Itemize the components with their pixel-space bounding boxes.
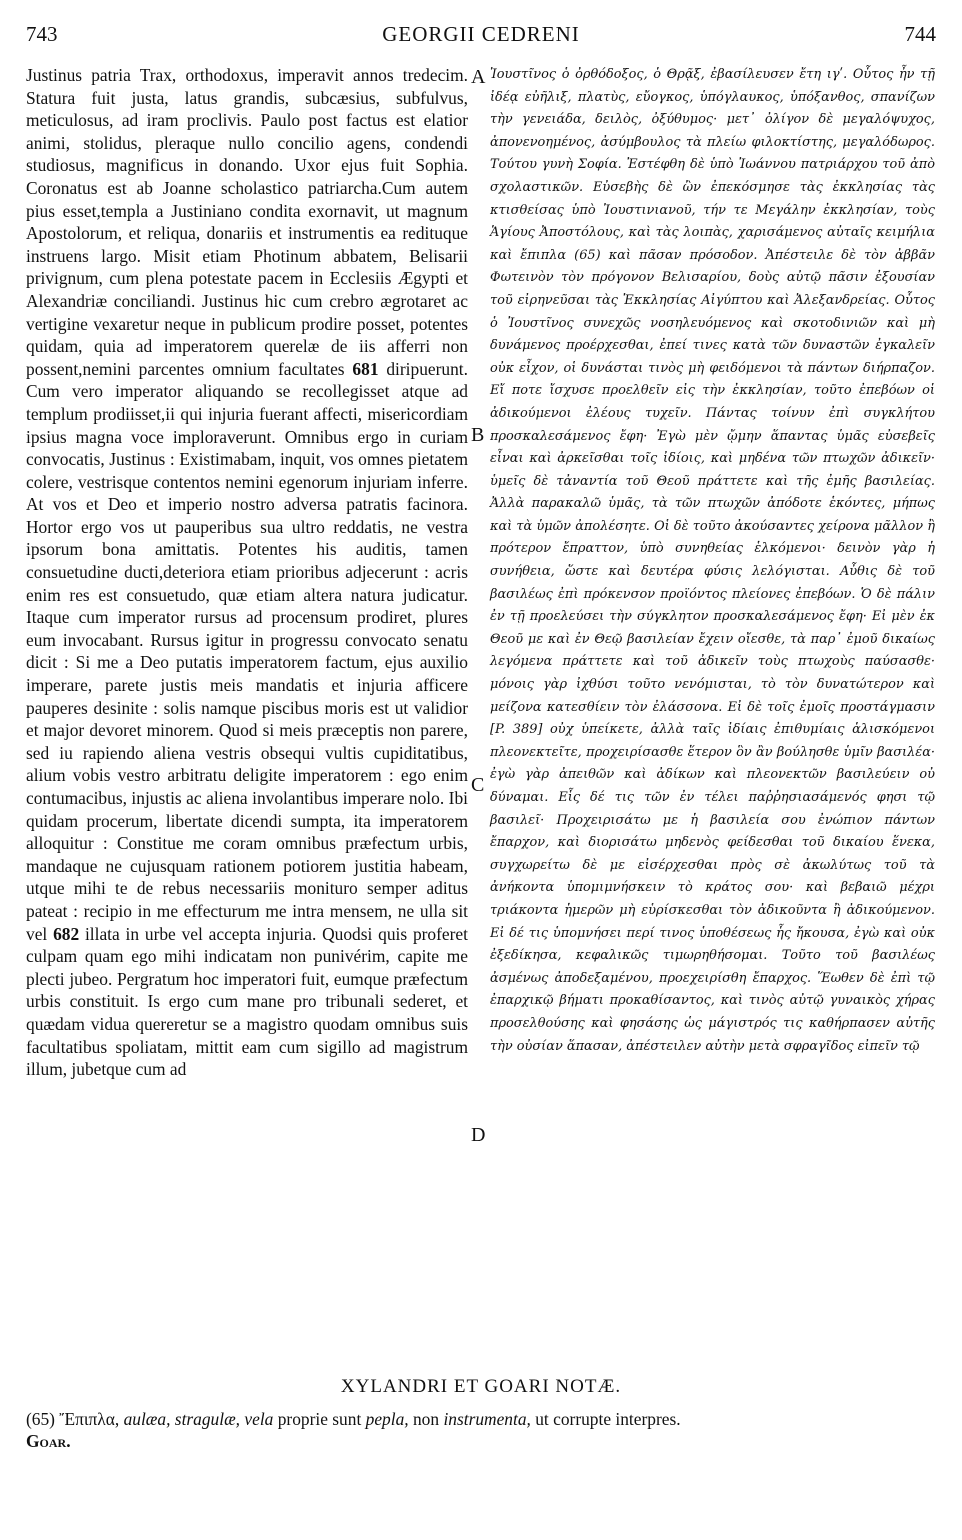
note-text-1: proprie sunt (277, 1409, 362, 1429)
notes-body (26, 1408, 934, 1452)
left-page-number: 743 (26, 22, 58, 46)
latin-column (26, 64, 468, 1081)
notes-title: XYLANDRI ET GOARI NOTÆ. (340, 1376, 622, 1397)
note-word-stragulae: stragulæ, (174, 1409, 241, 1429)
note-text-2: non (412, 1409, 440, 1429)
note-word-aulaea: aulæa, (123, 1409, 171, 1429)
note-text-3: ut corrupte interpres. (535, 1409, 681, 1429)
greek-column (490, 64, 935, 1058)
note-word-vela: vela (244, 1409, 274, 1429)
margin-marker-d: D (471, 1124, 486, 1146)
note-word-pepla: pepla, (365, 1409, 409, 1429)
margin-marker-a: A (471, 66, 486, 88)
running-title: GEORGII CEDRENI (382, 22, 580, 46)
right-page-number: 744 (904, 22, 936, 46)
greek-text: Ἰουστῖνος ὁ ὀρθόδοξος, ὁ Θρᾷξ, ἐβασίλευσεν ἔτη ιγʹ. Οὗτος ἦν τῇ ἰδέᾳ εὐῆλιξ, πλατὺς, εὔογκος, ὑπόγλαυκος, ὑπόξανθος, σπανίζων τὴν γενειάδα, δειλὸς, ὀξύθυμος· μετ᾽ ὀλίγον δὲ μεγαλόψυχος, ἀπονενοημένος, ἀσύμβουλος τὰ πλείω φιλοκτίστης, μεγαλόδωρος. Τούτου γυνὴ Σοφία. Ἐστέφθη δὲ ὑπὸ Ἰωάννου πατριάρχου τοῦ ἀπὸ σχολαστικῶν. Εὐσεβὴς δὲ ὢν ἐπεκόσμησε τὰς ἐκκλησίας τὰς κτισθείσας ὑπὸ Ἰουστινιανοῦ, τήν τε Μεγάλην ἐκκλησίαν, τοὺς Ἁγίους Ἀποστόλους, καὶ τὰς λοιπὰς, χαρισάμενος αὐταῖς κειμήλια καὶ ἔπιπλα (65) καὶ πᾶσαν πρόσοδον. Ἀπέστειλε δὲ τὸν ἀββᾶν Φωτεινὸν τὸν πρόγονον Βελισαρίου, δοὺς αὐτῷ πᾶσιν ἐξουσίαν τοῦ εἰρηνεῦσαι τὰς Ἐκκλησίας Αἰγύπτου καὶ Ἀλεξανδρείας. Οὗτος ὁ Ἰουστῖνος συνεχῶς νοσηλευόμενος καὶ σκοτοδινιῶν καὶ μὴ δυνάμενος προέρχεσθαι, ἐπεί τινες κατὰ τῶν δυναστῶν ἐγκαλεῖν οὐκ εἶχον, οἱ δυνάσται τινὸς μὴ φειδόμενοι τὰ πάντων διήρπαζον. Εἴ ποτε ἴσχυσε προελθεῖν εἰς τὴν ἐκκλησίαν, τοῦτο ἐπεβόων οἱ ἀδικούμενοι ἐλέους τυχεῖν. Πάντας τοίνυν ἐπὶ συγκλήτου προσκαλεσάμενος ἔφη· Ἐγὼ μὲν ᾤμην ἅπαντας ὑμᾶς εὐσεβεῖς εἶναι καὶ ἀρκεῖσθαι τοῖς ἰδίοις, καὶ μηδένα τῶν πτωχῶν ἀδικεῖν· ὑμεῖς δὲ τἀναντία τοῦ Θεοῦ πράττετε καὶ τῆς ἐμῆς βασιλείας. Ἀλλὰ παρακαλῶ ὑμᾶς, τὰ τῶν πτωχῶν ἀπόδοτε ἑκόντες, μήπως καὶ τὰ ὑμῶν ἀπολέσητε. Οἱ δὲ τοῦτο ἀκούσαντες χείρονα μᾶλλον ἢ πρότερον ἔπραττον, ὑπὸ συνηθείας ἑλκόμενοι· δεινὸν γὰρ ἡ συνήθεια, ὥστε καὶ δευτέρα φύσις λελόγισται. Αὖθις δὲ τοῦ βασιλέως ἐπὶ πρόκενσον προϊόντος πλείονες ἐπεβόων. Ὁ δὲ πάλιν ἐν τῇ προελεύσει τὴν σύγκλητον προσκαλεσάμενος ἔφη· Εἰ μὲν ἐκ Θεοῦ με καὶ ἐν Θεῷ βασιλείαν ἔχειν οἴεσθε, τὰ παρ᾽ ἐμοῦ δικαίως λεγόμενα πράττετε καὶ τοῦ ἀδικεῖν τοὺς πτωχοὺς παύσασθε· μόνοις γὰρ ἰχθύσι τοῦτο νενόμισται, τὸ τὸν δυνατώτερον καὶ μείζονα κατεσθίειν τὸν ἐλάσσονα. Εἰ δὲ τοῖς ἐμοῖς προστάγμασιν [P. 389] οὐχ ὑπείκετε, ἀλλὰ ταῖς ἰδίαις ἐπιθυμίαις ἁλισκόμενοι πλεονεκτεῖτε, προχειρίσασθε ἕτερον ὃν ἂν βούλησθε ὑμῖν βασιλέα· ἐγὼ γὰρ ἀπειθῶν καὶ ἀδίκων καὶ πλεονεκτῶν βασιλεύειν οὐ δύναμαι. Εἷς δέ τις τῶν ἐν τέλει παῤῥησιασάμενός φησι τῷ βασιλεῖ· Προχειρισάτω με ἡ βασιλεία σου ἐνώπιον πάντων ἔπαρχον, καὶ διορισάτω μηδενὸς φείδεσθαι τοῦ δικαίου ἕνεκα, συγχωρείτω δὲ με εἰσέρχεσθαι πρὸς σὲ ἀκωλύτως τοῦ τὰ ἀνήκοντα ὑπομιμνήσκειν τὸ κράτος σου· καὶ βεβαιῶ μέχρι τριάκοντα ἡμερῶν μὴ εὑρίσκεσθαι τὸν ἀδικοῦντα ἢ ἀδικούμενον. Εἰ δέ τις ὑπομνήσει περί τινος ὑποθέσεως ἧς ἤκουσα, ἐγὼ καὶ οὐκ ἐξεδίκησα, κεφαλικῶς τιμωρηθήσομαι. Τοῦτο τοῦ βασιλέως ἀσμένως ἀποδεξαμένου, προεχειρίσθη ἔπαρχος. Ἕωθεν δὲ ἐπὶ τῷ ἐπαρχικῷ βήματι προκαθίσαντος, καὶ τινὸς αὐτῷ γυναικὸς χήρας προσελθούσης καὶ φησάσης ὡς μάγιστρός τις καθήρπασεν αὐτῆς τὴν οὐσίαν ἅπασαν, ἀπέστειλεν αὐτὴν μετὰ σφραγῖδος εἰπεῖν τῷ (490, 67, 935, 1054)
note-number: (65) (26, 1409, 55, 1429)
note-word-instrumenta: instrumenta, (443, 1409, 531, 1429)
note-greek-word: Ἔπιπλα, (59, 1409, 120, 1429)
margin-marker-b: B (471, 424, 485, 446)
latin-text-part2: diripuerunt. Cum vero imperator aliquando se recollegisset atque ad templum prodiisset,ii qui injuria fuerant affecti, misericordiam ipsius magna voce imploraverunt. Omnibus ergo in curiam convocatis, Justinus : Existimabam, inquit, vos omnes pietatem colere, vestrisque contentos nemini egenorum injuriam inferre. At vos et Deo et imperio nostro adversa patratis facinora. Hortor ergo vos ut pauperibus sua ultro reddatis, ne vestra ipsorum bona amittatis. Potentes his auditis, tamen consuetudine ducti,deteriora etiam prioribus adjecerunt : acris enim res est consuetudo, quæ etiam altera natura judicatur. Itaque cum imperator rursus ad procensum prodiret, plures eum invocabant. Rursus igitur in progressu convocato senatu dicit : Si me a Deo putatis imperatorem factum, ejus auxilio imperare, parete justis meis mandatis et injuria afficere pauperes desinite : solis namque piscibus moris est ut validior et major devoret minorem. Quod si meis præceptis non parere, sed iu rapiendo aliena vestris obsequi vultis cupiditatibus, alium vobis vestro arbitratu deligite imperatorem : ego enim contumacibus, injustis ac aliena involantibus imperare nolo. Ibi quidam procerum, libertate dicendi sumpta, ita imperatorem alloquitur : Constitue me coram omnibus præfectum urbis, mandaque ne cujusquam rationem potiorem justitia habeam, utque mihi te de rebus necessariis monituro semper aditus pateat : recipio in me effecturum me intra mensem, ne ulla sit vel (26, 358, 468, 944)
latin-text-part3: illata in urbe vel accepta injuria. Quodsi quis proferet culpam quam ego mihi indicatam non punivérim, capite me plecti jubeo. Pergratum hoc imperatori fuit, eumque præfectum urbis constituit. Is ergo cum mane pro tribunali sederet, et quædam vidua quereretur se a magistro quodam omnibus suis facultatibus spoliatam, mittit eam cum sigillo ad magistrum illum, jubetque cum ad (26, 923, 468, 1080)
note-author: Goar. (26, 1431, 71, 1451)
page-header (26, 22, 936, 52)
latin-text-part1: Justinus patria Trax, orthodoxus, imperavit annos tredecim. Statura fuit justa, latus grandis, subcæsius, subfulvus, meticulosus, ad iram proclivis. Paulo post factus est elatior animi, stolidus, pleraque nullo concilio agens, condendi studiosus, magnificus in donando. Uxor ejus fuit Sophia. Coronatus est ab Joanne scholastico patriarcha.Cum autem pius esset,templa a Justiniano condita exornavit, ut magnum Apostolorum, et reliqua, donariis et instrumentis ea redituque instruens largo. Misit etiam Photinum abbatem, Belisarii privignum, cum plena potestate pacem in Ecclesiis Ægypti et Alexandriæ conciliandi. Justinus hic cum crebro ægrotaret ac vertigine vexaretur neque in publicum prodire posset, potentes quidam, quia ad imperatorem querelæ de iis afferri non possent,nemini parcentes omnium facultates (26, 65, 468, 379)
page-mark-681: 681 (352, 358, 379, 379)
page-mark-682: 682 (53, 923, 80, 944)
margin-marker-c: C (471, 774, 485, 796)
